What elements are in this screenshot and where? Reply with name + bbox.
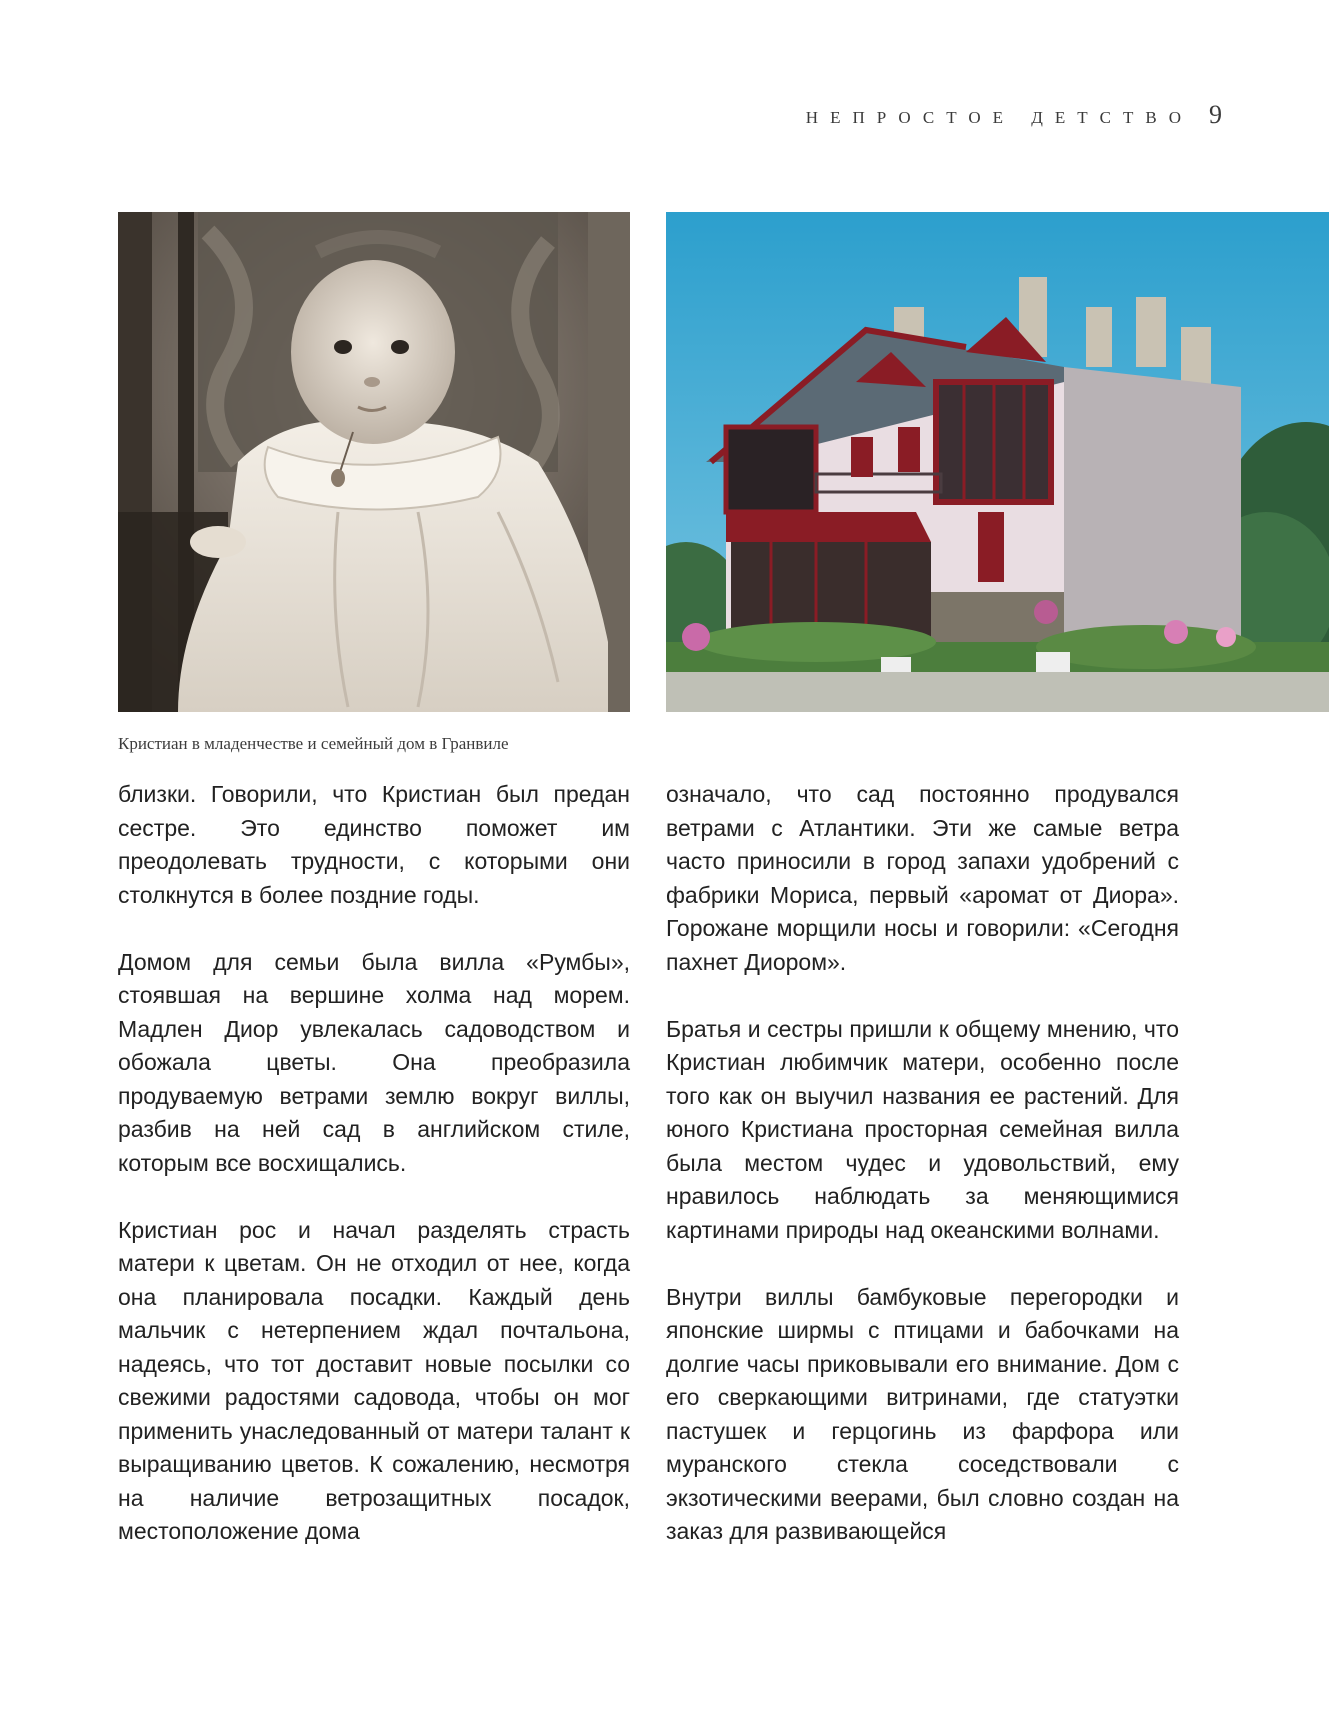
- left-text-column: [118, 778, 630, 1549]
- baby-portrait-photo: [118, 212, 630, 712]
- running-head-section: НЕПРОСТОЕ ДЕТСТВО: [805, 108, 1193, 127]
- photo-caption: Кристиан в младенчестве и семейный дом в Гранвиле: [118, 734, 509, 753]
- baby-portrait-illustration: [118, 212, 630, 712]
- paragraph: Братья и сестры пришли к общему мнению, что Кристиан любимчик матери, особенно после того как он выучил названия ее растений. Для юного Кристиана просторная семейная вилла была местом чудес и удовольствий, ему нравилось наблюдать за меняющимися картинами природы над океанскими волнами.: [666, 1015, 1179, 1243]
- paragraph: Кристиан рос и начал разделять страсть матери к цветам. Он не отходил от нее, когда она планировала посадки. Каждый день мальчик с нетерпением ждал почтальона, надеясь, что тот доставит новые посылки со свежими радостями садовода, чтобы он мог применить унаследованный от матери талант к выращиванию цветов. К сожалению, несмотря на наличие ветрозащитных посадок, местоположение дома: [118, 1216, 630, 1544]
- right-text-column: [666, 778, 1179, 1549]
- paragraph: означало, что сад постоянно продувался ветрами с Атлантики. Эти же самые ветра часто приносили в город запахи удобрений с фабрики Мориса, первый «аромат от Диора». Горожане морщили носы и говорили: «Сегодня пахнет Диором».: [666, 781, 1179, 975]
- villa-illustration: [666, 212, 1329, 712]
- running-head: [806, 100, 1222, 130]
- villa-photo: [666, 212, 1329, 712]
- page-number: 9: [1209, 100, 1222, 129]
- paragraph: Внутри виллы бамбуковые перегородки и японские ширмы с птицами и бабочками на долгие часы приковывали его внимание. Дом с его сверкающими витринами, где статуэтки пастушек и герцогинь из фарфора или муранского стекла соседствовали с экзотическими веерами, был словно создан на заказ для развивающейся: [666, 1283, 1179, 1544]
- paragraph: Домом для семьи была вилла «Румбы», стоявшая на вершине холма над морем. Мадлен Диор увлекалась садоводством и обожала цветы. Она преобразила продуваемую ветрами землю вокруг виллы, разбив на ней сад в английском стиле, которым все восхищались.: [118, 948, 630, 1176]
- paragraph: близки. Говорили, что Кристиан был предан сестре. Это единство поможет им преодолевать трудности, с которыми они столкнутся в более поздние годы.: [118, 781, 630, 908]
